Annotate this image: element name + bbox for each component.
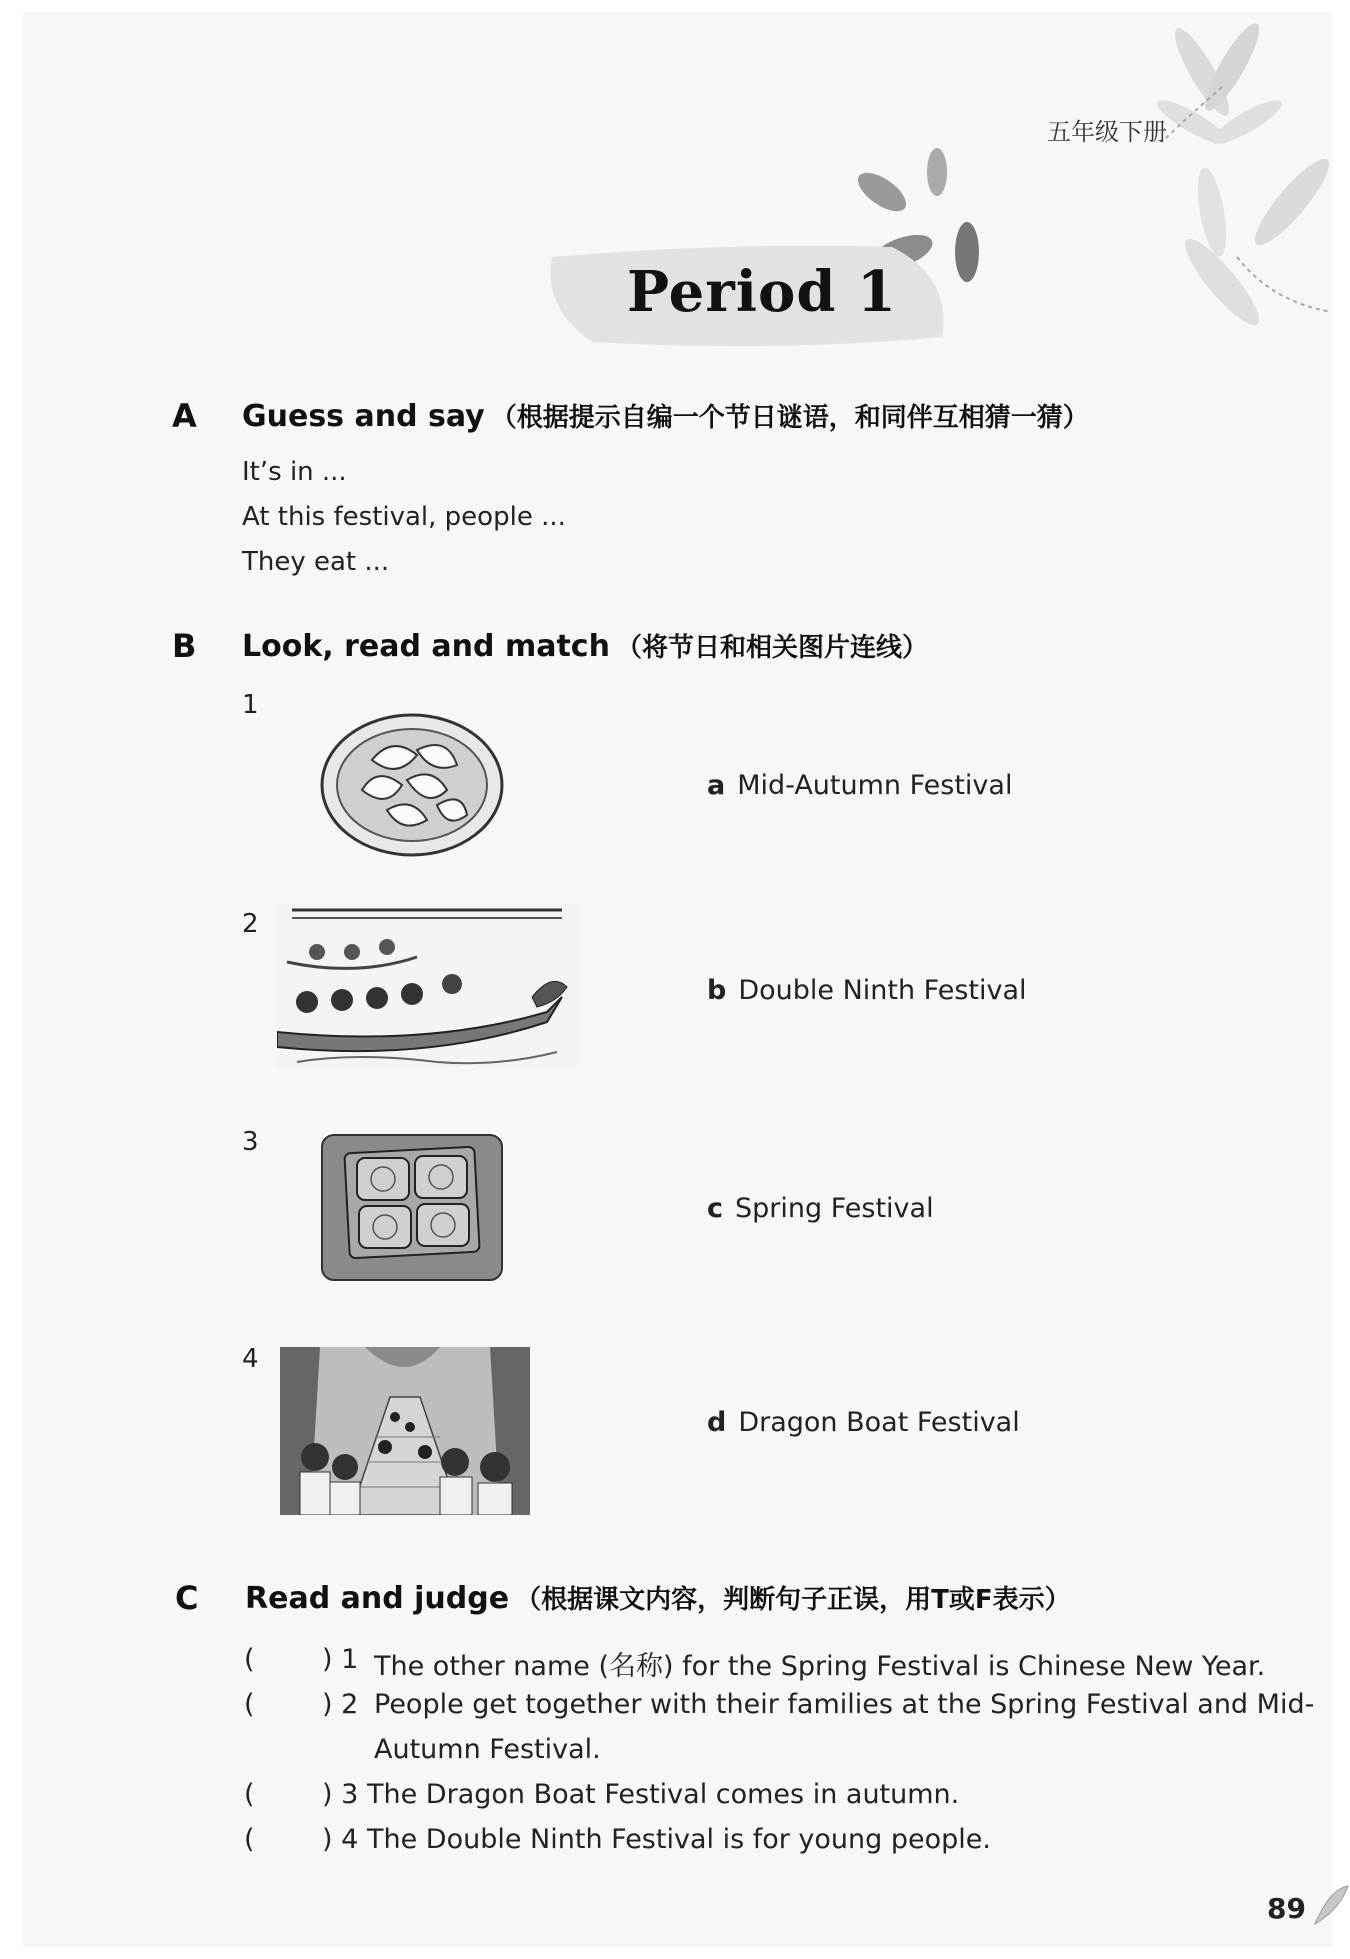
match-option-a[interactable] — [707, 770, 1012, 801]
item-1-number: ) 1 — [322, 1644, 359, 1675]
match-option-b[interactable] — [707, 975, 1027, 1006]
prompt-line-3: They eat ... — [242, 547, 390, 577]
item-2-number: ) 2 — [322, 1689, 359, 1720]
option-b-letter: b — [707, 975, 727, 1006]
option-a-letter: a — [707, 770, 726, 801]
item-4-number: ) 4 — [322, 1824, 359, 1855]
option-d-letter: d — [707, 1407, 727, 1438]
dumplings-picture — [317, 710, 507, 860]
section-c-title — [245, 1579, 1071, 1616]
picture-number-4: 4 — [242, 1344, 259, 1374]
section-a-letter: A — [172, 397, 197, 435]
section-c-instruction: （根据课文内容，判断句子正误，用T或F表示） — [515, 1585, 1071, 1615]
statement-2: People get together with their families at the Spring Festival and Mid- — [374, 1689, 1315, 1720]
answer-blank-4[interactable]: ( — [244, 1824, 255, 1855]
dragonfly-top-icon — [1152, 18, 1286, 151]
option-a-text: Mid-Autumn Festival — [737, 770, 1013, 801]
title-banner — [532, 237, 962, 357]
section-b-letter: B — [172, 627, 197, 665]
answer-blank-1[interactable]: ( — [244, 1644, 255, 1675]
section-b-title — [242, 627, 928, 664]
section-b-heading: Look, read and match — [242, 629, 610, 664]
picture-number-2: 2 — [242, 909, 259, 939]
answer-blank-3[interactable]: ( — [244, 1779, 255, 1810]
statement-3: The Dragon Boat Festival comes in autumn. — [367, 1779, 960, 1810]
statement-2-continued: Autumn Festival. — [374, 1734, 601, 1765]
statement-4: The Double Ninth Festival is for young people. — [367, 1824, 991, 1855]
grade-label: 五年级下册 — [1047, 118, 1167, 146]
workbook-page — [22, 12, 1332, 1947]
page-title: Period 1 — [627, 259, 897, 325]
section-c-letter: C — [175, 1579, 199, 1617]
prompt-line-1: It’s in ... — [242, 457, 347, 487]
statement-1: The other name (名称) for the Spring Festival is Chinese New Year. — [374, 1651, 1266, 1682]
item-3-number: ) 3 — [322, 1779, 359, 1810]
section-a-heading: Guess and say — [242, 399, 485, 434]
leaf-icon — [1310, 1884, 1350, 1929]
dragonfly-right-icon — [1176, 151, 1332, 333]
section-a-title — [242, 397, 1089, 434]
picture-number-3: 3 — [242, 1127, 259, 1157]
match-option-d[interactable] — [707, 1407, 1020, 1438]
prompt-line-2: At this festival, people ... — [242, 502, 566, 532]
section-c-heading: Read and judge — [245, 1581, 510, 1616]
dragon-boat-picture — [277, 902, 577, 1067]
page-number: 89 — [1267, 1892, 1306, 1925]
mountain-climbing-picture — [280, 1347, 530, 1515]
section-a-instruction: （根据提示自编一个节日谜语，和同伴互相猜一猜） — [490, 403, 1089, 433]
mooncakes-picture — [317, 1130, 507, 1285]
option-c-letter: c — [707, 1193, 724, 1224]
match-option-c[interactable] — [707, 1193, 934, 1224]
option-c-text: Spring Festival — [735, 1193, 934, 1224]
option-d-text: Dragon Boat Festival — [738, 1407, 1020, 1438]
picture-number-1: 1 — [242, 690, 259, 720]
option-b-text: Double Ninth Festival — [738, 975, 1027, 1006]
answer-blank-2[interactable]: ( — [244, 1689, 255, 1720]
section-b-instruction: （将节日和相关图片连线） — [615, 633, 928, 663]
